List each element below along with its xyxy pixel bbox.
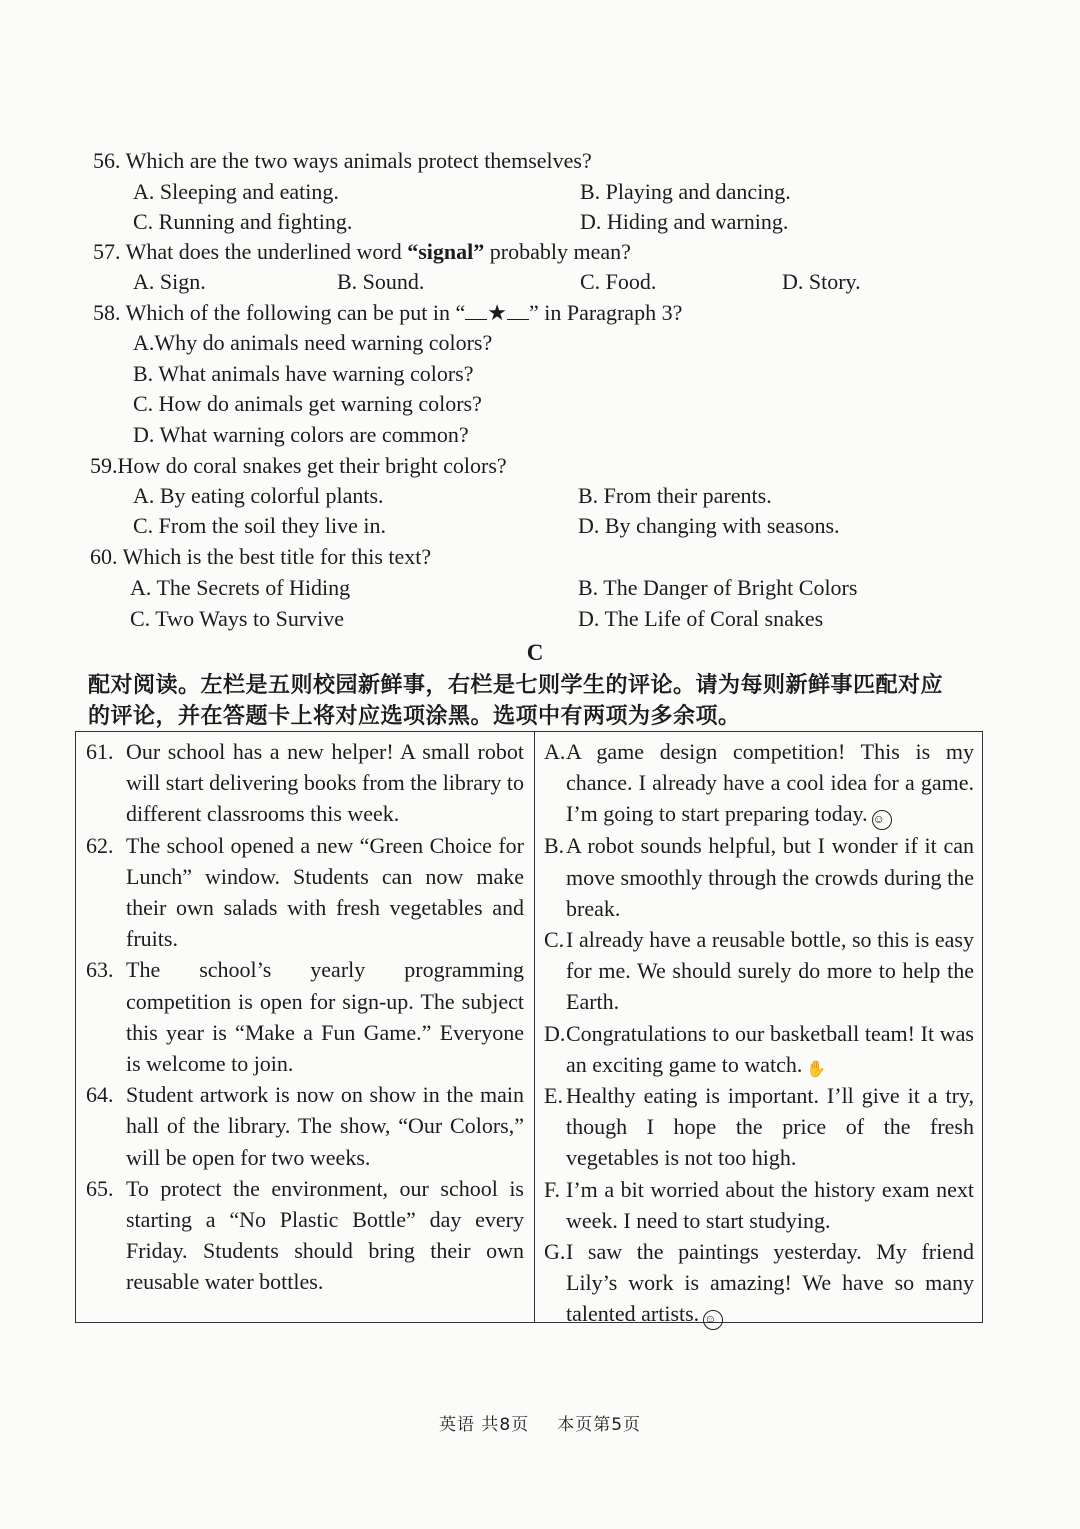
comment-a: A. A game design competition! This is my chance. I already have a cool idea for a game. I’m going to start preparing today. ☺ [544,736,974,830]
question-57-stem: 57. What does the underlined word “signal” probably mean? [93,239,631,264]
smile-emoji-icon: ☺ [703,1310,723,1330]
star-icon: ★ [487,300,508,325]
question-58-option-d: D. What warning colors are common? [133,422,469,447]
question-60-option-a: A. The Secrets of Hiding [130,575,351,600]
comment-d: D. Congratulations to our basketball team! It was an exciting game to watch. ✋ [544,1020,974,1078]
news-item-61: 61. Our school has a new helper! A small robot will start delivering books from the library to different classrooms this week. [86,739,524,827]
underlined-word-signal: “signal” [407,239,485,264]
footer-subject: 英语 共8页 [438,1415,530,1435]
clapping-hands-icon: ✋ [806,1060,827,1078]
section-c-instruction-line1: 配对阅读。左栏是五则校园新鲜事，右栏是七则学生的评论。请为每则新鲜事匹配对应 [88,673,944,698]
question-58-option-c: C. How do animals get warning colors? [133,391,482,416]
question-57-option-c: C. Food. [580,269,657,294]
news-item-65: 65. To protect the environment, our school is starting a “No Plastic Bottle” day every Friday. Students should bring their own reusable water bottles. [86,1175,524,1295]
comment-g: G. I saw the paintings yesterday. My friend Lily’s work is amazing! We have so many talented artists. ☺ [544,1236,974,1330]
question-59-option-b: B. From their parents. [578,483,772,508]
comment-e: E. Healthy eating is important. I’ll give it a try, though I hope the price of the fresh vegetables is not too high. [544,1083,974,1171]
page-footer [0,1410,1080,1435]
question-59-option-d: D. By changing with seasons. [578,513,840,538]
question-59-option-a: A. By eating colorful plants. [133,483,384,508]
question-59-stem: 59.How do coral snakes get their bright colors? [90,453,507,478]
question-60-option-c: C. Two Ways to Survive [130,606,345,631]
section-c-heading: C [526,640,544,665]
news-column [86,736,524,1298]
comment-f: F. I’m a bit worried about the history exam next week. I need to start studying. [544,1176,974,1233]
question-60-option-b: B. The Danger of Bright Colors [578,575,858,600]
question-60-option-d: D. The Life of Coral snakes [578,606,824,631]
news-item-64: 64. Student artwork is now on show in the main hall of the library. The show, “Our Colors,” will be open for two weeks. [86,1082,524,1170]
question-57-option-b: B. Sound. [337,269,425,294]
comment-c: C. I already have a reusable bottle, so this is easy for me. We should surely do more to help the Earth. [544,927,974,1015]
question-59-option-c: C. From the soil they live in. [133,513,386,538]
news-item-63: 63. The school’s yearly programming competition is open for sign-up. The subject this year is “Make a Fun Game.” Everyone is welcome to join. [86,957,524,1077]
question-56-option-d: D. Hiding and warning. [580,209,789,234]
question-56-stem: 56. Which are the two ways animals protect themselves? [93,148,592,173]
footer-page-number: 本页第5页 [557,1415,642,1435]
question-60-stem: 60. Which is the best title for this text? [90,544,432,569]
question-58-option-a: A.Why do animals need warning colors? [133,330,493,355]
question-58-option-b: B. What animals have warning colors? [133,361,474,386]
question-57-option-a: A. Sign. [133,269,206,294]
question-56-option-b: B. Playing and dancing. [580,179,791,204]
question-56-option-c: C. Running and fighting. [133,209,353,234]
comment-b: B. A robot sounds helpful, but I wonder if it can move smoothly through the crowds during the break. [544,833,974,921]
question-56-option-a: A. Sleeping and eating. [133,179,339,204]
section-c-instruction-line2: 的评论，并在答题卡上将对应选项涂黑。选项中有两项为多余项。 [88,704,741,729]
comments-column [544,736,974,1330]
news-item-62: 62. The school opened a new “Green Choice for Lunch” window. Students can now make their own salads with fresh vegetables and fruits. [86,832,524,952]
question-58-stem: 58. Which of the following can be put in “ ★ ” in Paragraph 3? [93,300,683,325]
question-57-option-d: D. Story. [782,269,861,294]
table-divider [534,732,535,1322]
smile-emoji-icon: ☺ [872,810,892,830]
matching-table [75,731,983,1327]
